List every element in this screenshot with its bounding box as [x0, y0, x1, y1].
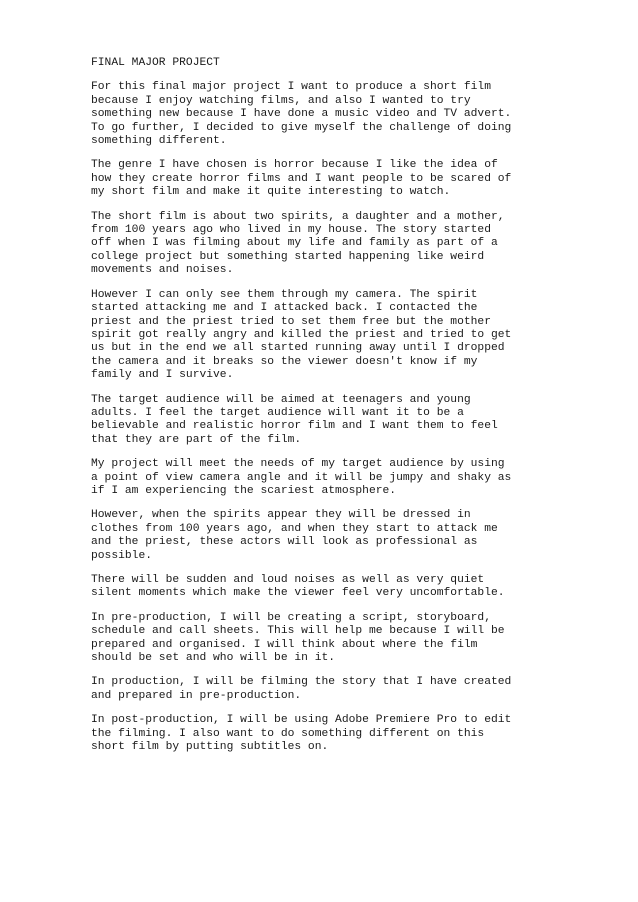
text-line: The genre I have chosen is horror because I like the idea of: [91, 159, 498, 172]
text-line: off when I was filming about my life and family as part of a: [91, 237, 498, 250]
text-line: movements and noises.: [91, 264, 234, 277]
text-line: the camera and it breaks so the viewer doesn't know if my: [91, 355, 478, 368]
paragraph: [91, 509, 571, 563]
paragraph: [91, 211, 571, 278]
paragraph: [91, 394, 571, 448]
paragraph: [91, 612, 571, 666]
text-line: However, when the spirits appear they will be dressed in: [91, 509, 471, 522]
text-line: clothes from 100 years ago, and when they start to attack me: [91, 522, 498, 535]
paragraph: [91, 574, 571, 601]
text-line: adults. I feel the target audience will want it to be a: [91, 406, 464, 419]
text-line: my short film and make it quite interesting to watch.: [91, 186, 451, 199]
text-line: something new because I have done a music video and TV advert.: [91, 108, 512, 121]
text-line: and the priest, these actors will look as professional as: [91, 536, 478, 549]
text-line: should be set and who will be in it.: [91, 652, 336, 665]
text-line: a point of view camera angle and it will be jumpy and shaky as: [91, 471, 512, 484]
text-line: prepared and organised. I will think about where the film: [91, 638, 478, 651]
paragraph: [91, 458, 571, 498]
paragraph: [91, 714, 571, 754]
text-line: priest and the priest tried to set them free but the mother: [91, 315, 491, 328]
text-line: spirit got really angry and killed the priest and tried to get: [91, 328, 512, 341]
text-line: from 100 years ago who lived in my house. The story started: [91, 224, 491, 237]
text-line: us but in the end we all started running away until I dropped: [91, 342, 505, 355]
text-line: college project but something started happening like weird: [91, 250, 485, 263]
text-line: and prepared in pre-production.: [91, 689, 302, 702]
text-line: In production, I will be filming the story that I have created: [91, 676, 512, 689]
paragraph: [91, 159, 571, 199]
text-line: believable and realistic horror film and I want them to feel: [91, 420, 498, 433]
text-line: started attacking me and I attacked back. I contacted the: [91, 302, 478, 315]
text-line: that they are part of the film.: [91, 433, 302, 446]
text-line: There will be sudden and loud noises as well as very quiet: [91, 574, 485, 586]
text-line: My project will meet the needs of my target audience by using: [91, 458, 505, 471]
text-line: silent moments which make the viewer feel very uncomfortable.: [91, 587, 505, 600]
paragraph-list: [91, 81, 571, 754]
text-line: schedule and call sheets. This will help me because I will be: [91, 625, 505, 638]
document-body: [91, 57, 571, 765]
text-line: something different.: [91, 135, 227, 148]
text-line: short film by putting subtitles on.: [91, 741, 329, 754]
text-line: if I am experiencing the scariest atmosphere.: [91, 484, 397, 497]
text-line: because I enjoy watching films, and also I wanted to try: [91, 94, 471, 107]
paragraph: [91, 81, 571, 148]
text-line: In pre-production, I will be creating a script, storyboard,: [91, 611, 491, 624]
document-title: FINAL MAJOR PROJECT: [91, 57, 220, 69]
text-line: the filming. I also want to do something different on this: [91, 727, 485, 740]
text-line: To go further, I decided to give myself the challenge of doing: [91, 121, 512, 134]
text-line: The target audience will be aimed at teenagers and young: [91, 393, 471, 406]
text-line: possible.: [91, 549, 153, 562]
text-line: family and I survive.: [91, 369, 234, 382]
text-line: how they create horror films and I want people to be scared of: [91, 172, 512, 185]
paragraph: [91, 289, 571, 383]
text-line: In post-production, I will be using Adobe Premiere Pro to edit: [91, 714, 512, 727]
text-line: The short film is about two spirits, a daughter and a mother,: [91, 210, 505, 223]
text-line: For this final major project I want to produce a short film: [91, 81, 491, 94]
text-line: However I can only see them through my camera. The spirit: [91, 288, 478, 301]
paragraph: [91, 676, 571, 703]
